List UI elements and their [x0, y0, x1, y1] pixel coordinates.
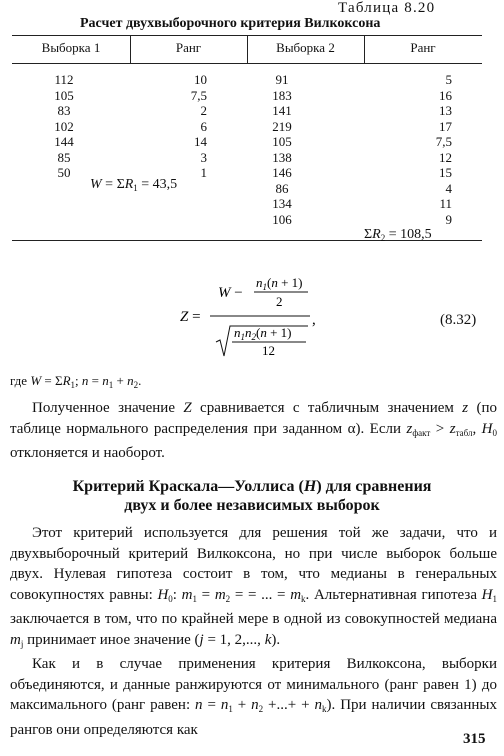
table-cell-rank1: 1	[200, 165, 207, 180]
table-cell-rank2: 15	[439, 165, 452, 180]
radicand-numerator: $n_1n_2(n + 1)$	[234, 325, 292, 342]
heading-line-1: Критерий Краскала—Уоллиса (H) для сравнения	[72, 478, 432, 495]
column-header-rank2: Ранг	[410, 40, 436, 55]
table-cell-rank1: 2	[200, 103, 207, 118]
table-cell-sample1: 144	[54, 134, 74, 149]
table-cell-rank2: 7,5	[435, 134, 452, 149]
inner-denominator: 2	[276, 294, 283, 309]
table-cell-rank2: 16	[439, 87, 452, 103]
table-cell-rank1: 14	[194, 134, 207, 149]
paragraph-result: Полученное значение Z сравнивается с табличным значением z (по таблице нормального распределения при заданном α). Если $z_{факт} > z_{табл}$, $H_0$ отклоняется и наоборот.	[10, 400, 498, 461]
table-number: Таблица 8.20	[338, 0, 436, 16]
table-cell-sample2: 138	[272, 149, 292, 165]
table-cell-sample2: 134	[272, 196, 292, 211]
table-cell-rank1: 10	[194, 72, 207, 87]
table-cell-rank2: 5	[445, 72, 452, 87]
table-cell-rank2: 9	[445, 211, 452, 227]
rank1-column	[162, 72, 207, 181]
sample1-column	[44, 72, 84, 181]
table-cell-rank1: 3	[200, 149, 207, 165]
table-cell-sample1: 112	[54, 72, 74, 87]
table-cell-sample1: 83	[57, 103, 71, 118]
table-cell-sample2: 219	[272, 118, 292, 134]
formula-comma: ,	[312, 312, 316, 328]
formula-lhs: Z =	[180, 309, 201, 325]
sum-rank2: $\Sigma R_2 = 108,5$	[364, 227, 432, 243]
paragraph-kruskal: Этот критерий используется для решения той же задачи, что и двухвыборочный критерий Вилкоксона, но при числе выборок больше двух. Нулевая гипотеза состоит в том, что медианы в генеральных совокупностях равны: $H_0$: $m_1 = m_2$ = = ... = $m_k$. Альтернативная гипотеза $H_1$ заключается в том, что по крайней мере в одной из совокупностей медиана $m_j$ принимает иное значение (j = 1, 2,..., k). Как и в случае применения критерия Вилкоксона, выборки объединяются, и данные ранжируются от минимального (ранг равен 1) до максимального (ранг равен: $n = n_1 + n_2$ +...+ + $n_k$). При наличии связанных рангов они определяются как	[10, 525, 497, 738]
table-cell-rank2: 4	[445, 180, 452, 196]
column-header-sample1: Выборка 1	[41, 40, 101, 55]
table-header-rule	[12, 63, 482, 64]
rank2-column	[407, 72, 452, 227]
radicand-denominator: 12	[262, 343, 275, 358]
inner-numerator: $n_1(n + 1)$	[256, 275, 303, 292]
table-caption: Расчет двухвыборочного критерия Вилкоксона	[80, 16, 381, 31]
column-header-sample2: Выборка 2	[276, 40, 335, 55]
section-heading	[0, 477, 504, 515]
table-cell-sample2: 183	[272, 87, 292, 103]
table-cell-sample1: 50	[57, 165, 71, 180]
sum-rank1: $W = \Sigma R_1 = 43,5$	[90, 177, 178, 193]
table-cell-sample2: 141	[272, 103, 292, 118]
table-cell-sample2: 146	[272, 165, 292, 180]
table-cell-sample1: 105	[54, 87, 74, 103]
numerator-w: W −	[218, 285, 243, 301]
where-line: где $W = \Sigma R_1$; $n = n_1 + n_2$.	[10, 373, 142, 390]
table-cell-sample2: 106	[272, 211, 292, 227]
table-cell-rank2: 12	[439, 149, 452, 165]
formula-drawing	[180, 274, 330, 359]
table-cell-sample2: 105	[272, 134, 292, 149]
wilcoxon-table	[12, 35, 482, 241]
table-cell-rank2: 13	[439, 103, 452, 118]
table-cell-sample2: 91	[275, 72, 289, 87]
table-cell-rank1: 7,5	[190, 87, 207, 103]
table-cell-rank1: 6	[200, 118, 207, 134]
sample2-column	[262, 72, 302, 227]
column-header-rank1: Ранг	[175, 40, 202, 55]
page-number: 315	[463, 731, 486, 747]
table-cell-rank2: 17	[439, 118, 452, 134]
table-cell-sample1: 85	[57, 149, 71, 165]
z-formula	[180, 274, 330, 359]
table-cell-sample2: 86	[275, 180, 289, 196]
table-cell-rank2: 11	[439, 196, 452, 211]
heading-line-2: двух и более независимых выборок	[124, 497, 380, 514]
table-cell-sample1: 102	[54, 118, 74, 134]
equation-number: (8.32)	[440, 312, 477, 328]
